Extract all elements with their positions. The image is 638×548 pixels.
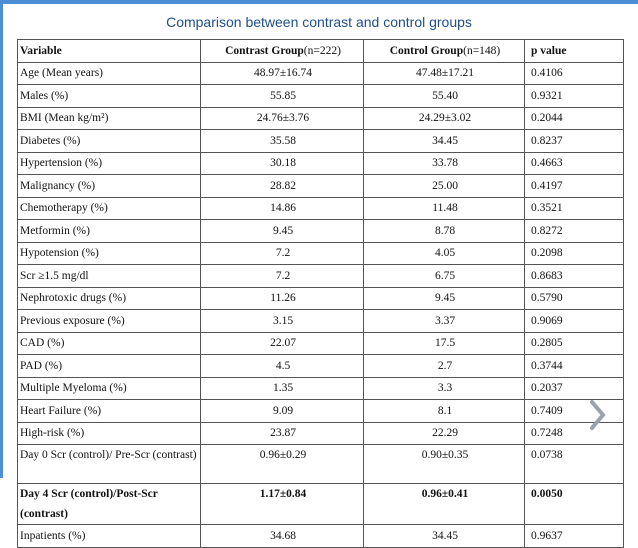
cell-contrast: 14.86 xyxy=(201,197,364,220)
cell-contrast: 28.82 xyxy=(201,175,364,198)
cell-variable: Previous exposure (%) xyxy=(18,310,201,333)
left-accent-bar xyxy=(0,0,3,478)
cell-control: 8.1 xyxy=(364,400,525,423)
cell-variable: Metformin (%) xyxy=(18,220,201,243)
cell-control: 55.40 xyxy=(364,85,525,108)
cell-control: 24.29±3.02 xyxy=(364,107,525,130)
cell-control: 6.75 xyxy=(364,265,525,288)
cell-contrast: 22.07 xyxy=(201,332,364,355)
cell-p-value: 0.4106 xyxy=(525,62,624,85)
cell-variable: Nephrotoxic drugs (%) xyxy=(18,287,201,310)
table-row xyxy=(18,422,624,445)
chevron-right-icon[interactable] xyxy=(590,400,606,430)
cell-contrast: 48.97±16.74 xyxy=(201,62,364,85)
table-row xyxy=(18,355,624,378)
cell-variable: Malignancy (%) xyxy=(18,175,201,198)
header-p-value: p value xyxy=(525,40,624,63)
cell-p-value: 0.8683 xyxy=(525,265,624,288)
cell-p-value: 0.7248 xyxy=(525,422,624,445)
cell-contrast: 11.26 xyxy=(201,287,364,310)
cell-variable: Day 0 Scr (control)/ Pre-Scr (contrast) xyxy=(18,445,201,484)
header-contrast-group xyxy=(201,40,364,63)
header-contrast-n: (n=222) xyxy=(303,44,341,57)
header-contrast-label: Contrast Group xyxy=(225,44,304,57)
cell-contrast: 35.58 xyxy=(201,130,364,153)
cell-p-value: 0.2098 xyxy=(525,242,624,265)
cell-variable: Males (%) xyxy=(18,85,201,108)
cell-control: 0.96±0.41 xyxy=(364,484,525,525)
cell-p-value: 0.9637 xyxy=(525,525,624,548)
cell-contrast: 1.35 xyxy=(201,377,364,400)
table-row xyxy=(18,400,624,423)
header-control-label: Control Group xyxy=(389,44,464,57)
table-row xyxy=(18,175,624,198)
table-row xyxy=(18,287,624,310)
cell-contrast: 55.85 xyxy=(201,85,364,108)
table-row xyxy=(18,525,624,548)
slide-title: Comparison between contrast and control groups xyxy=(166,14,472,30)
table-row xyxy=(18,332,624,355)
cell-contrast: 24.76±3.76 xyxy=(201,107,364,130)
cell-p-value: 0.0738 xyxy=(525,445,624,484)
header-control-n: (n=148) xyxy=(463,44,501,57)
cell-variable: PAD (%) xyxy=(18,355,201,378)
table-row xyxy=(18,130,624,153)
cell-contrast: 34.68 xyxy=(201,525,364,548)
cell-variable: Diabetes (%) xyxy=(18,130,201,153)
cell-control: 3.37 xyxy=(364,310,525,333)
cell-p-value: 0.0050 xyxy=(525,484,624,525)
cell-control: 9.45 xyxy=(364,287,525,310)
table-row xyxy=(18,107,624,130)
header-control-group xyxy=(364,40,525,63)
table-row xyxy=(18,85,624,108)
cell-variable: Day 4 Scr (control)/Post-Scr (contrast) xyxy=(18,484,201,525)
cell-p-value: 0.8272 xyxy=(525,220,624,243)
cell-variable: Scr ≥1.5 mg/dl xyxy=(18,265,201,288)
cell-control: 8.78 xyxy=(364,220,525,243)
table-row xyxy=(18,197,624,220)
cell-contrast: 4.5 xyxy=(201,355,364,378)
cell-p-value: 0.7409 xyxy=(525,400,624,423)
cell-p-value: 0.4197 xyxy=(525,175,624,198)
cell-contrast: 7.2 xyxy=(201,265,364,288)
cell-p-value: 0.5790 xyxy=(525,287,624,310)
cell-control: 0.90±0.35 xyxy=(364,445,525,484)
cell-variable: Chemotherapy (%) xyxy=(18,197,201,220)
cell-contrast: 9.45 xyxy=(201,220,364,243)
table-row xyxy=(18,152,624,175)
cell-variable: Age (Mean years) xyxy=(18,62,201,85)
cell-control: 17.5 xyxy=(364,332,525,355)
table-row xyxy=(18,220,624,243)
cell-control: 22.29 xyxy=(364,422,525,445)
cell-variable: Heart Failure (%) xyxy=(18,400,201,423)
cell-contrast: 7.2 xyxy=(201,242,364,265)
table-row xyxy=(18,484,624,525)
cell-variable: CAD (%) xyxy=(18,332,201,355)
cell-variable: High-risk (%) xyxy=(18,422,201,445)
cell-p-value: 0.9069 xyxy=(525,310,624,333)
cell-p-value: 0.3521 xyxy=(525,197,624,220)
cell-p-value: 0.2044 xyxy=(525,107,624,130)
cell-control: 33.78 xyxy=(364,152,525,175)
cell-variable: Multiple Myeloma (%) xyxy=(18,377,201,400)
table-row xyxy=(18,62,624,85)
cell-variable: Inpatients (%) xyxy=(18,525,201,548)
cell-p-value: 0.4663 xyxy=(525,152,624,175)
cell-control: 11.48 xyxy=(364,197,525,220)
cell-p-value: 0.2805 xyxy=(525,332,624,355)
cell-contrast: 30.18 xyxy=(201,152,364,175)
table-row xyxy=(18,310,624,333)
cell-control: 4.05 xyxy=(364,242,525,265)
cell-control: 34.45 xyxy=(364,525,525,548)
cell-p-value: 0.2037 xyxy=(525,377,624,400)
cell-p-value: 0.3744 xyxy=(525,355,624,378)
cell-control: 2.7 xyxy=(364,355,525,378)
cell-p-value: 0.8237 xyxy=(525,130,624,153)
cell-contrast: 3.15 xyxy=(201,310,364,333)
table-header-row xyxy=(18,40,624,63)
cell-variable: Hypotension (%) xyxy=(18,242,201,265)
cell-contrast: 0.96±0.29 xyxy=(201,445,364,484)
cell-control: 34.45 xyxy=(364,130,525,153)
cell-control: 25.00 xyxy=(364,175,525,198)
cell-control: 3.3 xyxy=(364,377,525,400)
table-row xyxy=(18,242,624,265)
top-accent-bar xyxy=(0,0,638,4)
cell-contrast: 23.87 xyxy=(201,422,364,445)
table-row xyxy=(18,265,624,288)
table-row xyxy=(18,377,624,400)
cell-contrast: 9.09 xyxy=(201,400,364,423)
header-variable: Variable xyxy=(18,40,201,63)
cell-variable: Hypertension (%) xyxy=(18,152,201,175)
cell-p-value: 0.9321 xyxy=(525,85,624,108)
cell-control: 47.48±17.21 xyxy=(364,62,525,85)
cell-variable: BMI (Mean kg/m²) xyxy=(18,107,201,130)
comparison-table xyxy=(17,39,624,548)
cell-contrast: 1.17±0.84 xyxy=(201,484,364,525)
